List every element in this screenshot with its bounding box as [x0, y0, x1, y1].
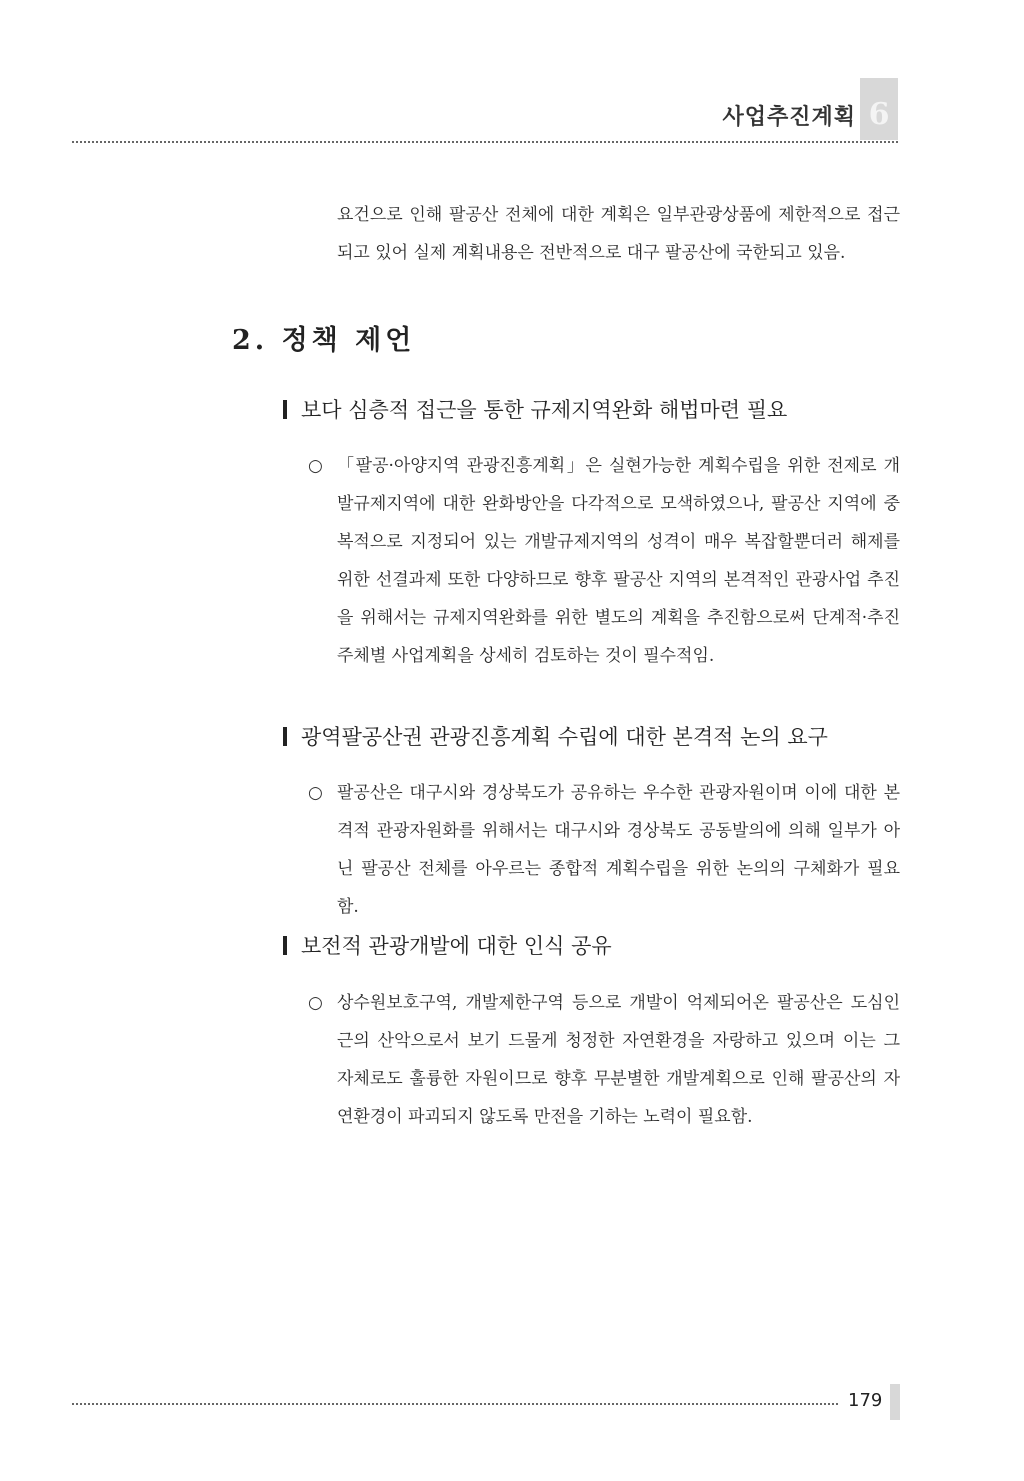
heading-bar-icon	[283, 727, 287, 746]
sub-heading-2-text: 광역팔공산권 관광진흥계획 수립에 대한 본격적 논의 요구	[301, 725, 828, 749]
heading-bar-icon	[283, 936, 287, 955]
header-title: 사업추진계획	[722, 105, 856, 130]
sub-heading-3	[283, 930, 612, 960]
page-number: 179	[848, 1390, 883, 1411]
chapter-tab	[860, 78, 898, 140]
heading-bar-icon	[283, 400, 287, 419]
intro-paragraph: 요건으로 인해 팔공산 전체에 대한 계획은 일부관광상품에 제한적으로 접근되고 있어 실제 계획내용은 전반적으로 대구 팔공산에 국한되고 있음.	[337, 205, 900, 263]
bullet-1-icon: ○	[308, 456, 323, 476]
header-rule	[72, 141, 898, 143]
bullet-paragraph-1: 「팔공·아양지역 관광진흥계획」은 실현가능한 계획수립을 위한 전제로 개발규제지역에 대한 완화방안을 다각적으로 모색하였으나, 팔공산 지역에 중복적으로 지정되어 있는 개발규제지역의 성격이 매우 복잡할뿐더러 해제를 위한 선결과제 또한 다양하므로 향후 팔공산 지역의 본격적인 관광사업 추진을 위해서는 규제지역완화를 위한 별도의 계획을 추진함으로써 단계적·추진주체별 사업계획을 상세히 검토하는 것이 필수적임.	[337, 456, 900, 666]
bullet-paragraph-2: 팔공산은 대구시와 경상북도가 공유하는 우수한 관광자원이며 이에 대한 본격적 관광자원화를 위해서는 대구시와 경상북도 공동발의에 의해 일부가 아닌 팔공산 전체를 아우르는 종합적 계획수립을 위한 논의의 구체화가 필요함.	[337, 783, 900, 917]
chapter-number: 6	[868, 97, 890, 132]
bullet-2-icon: ○	[308, 783, 323, 803]
bullet-paragraph-3: 상수원보호구역, 개발제한구역 등으로 개발이 억제되어온 팔공산은 도심인근의 산악으로서 보기 드물게 청정한 자연환경을 자랑하고 있으며 이는 그 자체로도 훌륭한 자원이므로 향후 무분별한 개발계획으로 인해 팔공산의 자연환경이 파괴되지 않도록 만전을 기하는 노력이 필요함.	[337, 993, 900, 1127]
sub-heading-3-text: 보전적 관광개발에 대한 인식 공유	[301, 934, 612, 958]
footer-rule	[72, 1403, 838, 1405]
sub-heading-2	[283, 721, 828, 751]
sub-heading-1	[283, 394, 787, 424]
footer-tab	[890, 1384, 900, 1420]
section-title: 2. 정책 제언	[232, 325, 416, 356]
sub-heading-1-text: 보다 심층적 접근을 통한 규제지역완화 해법마련 필요	[301, 398, 788, 422]
bullet-3-icon: ○	[308, 993, 323, 1013]
